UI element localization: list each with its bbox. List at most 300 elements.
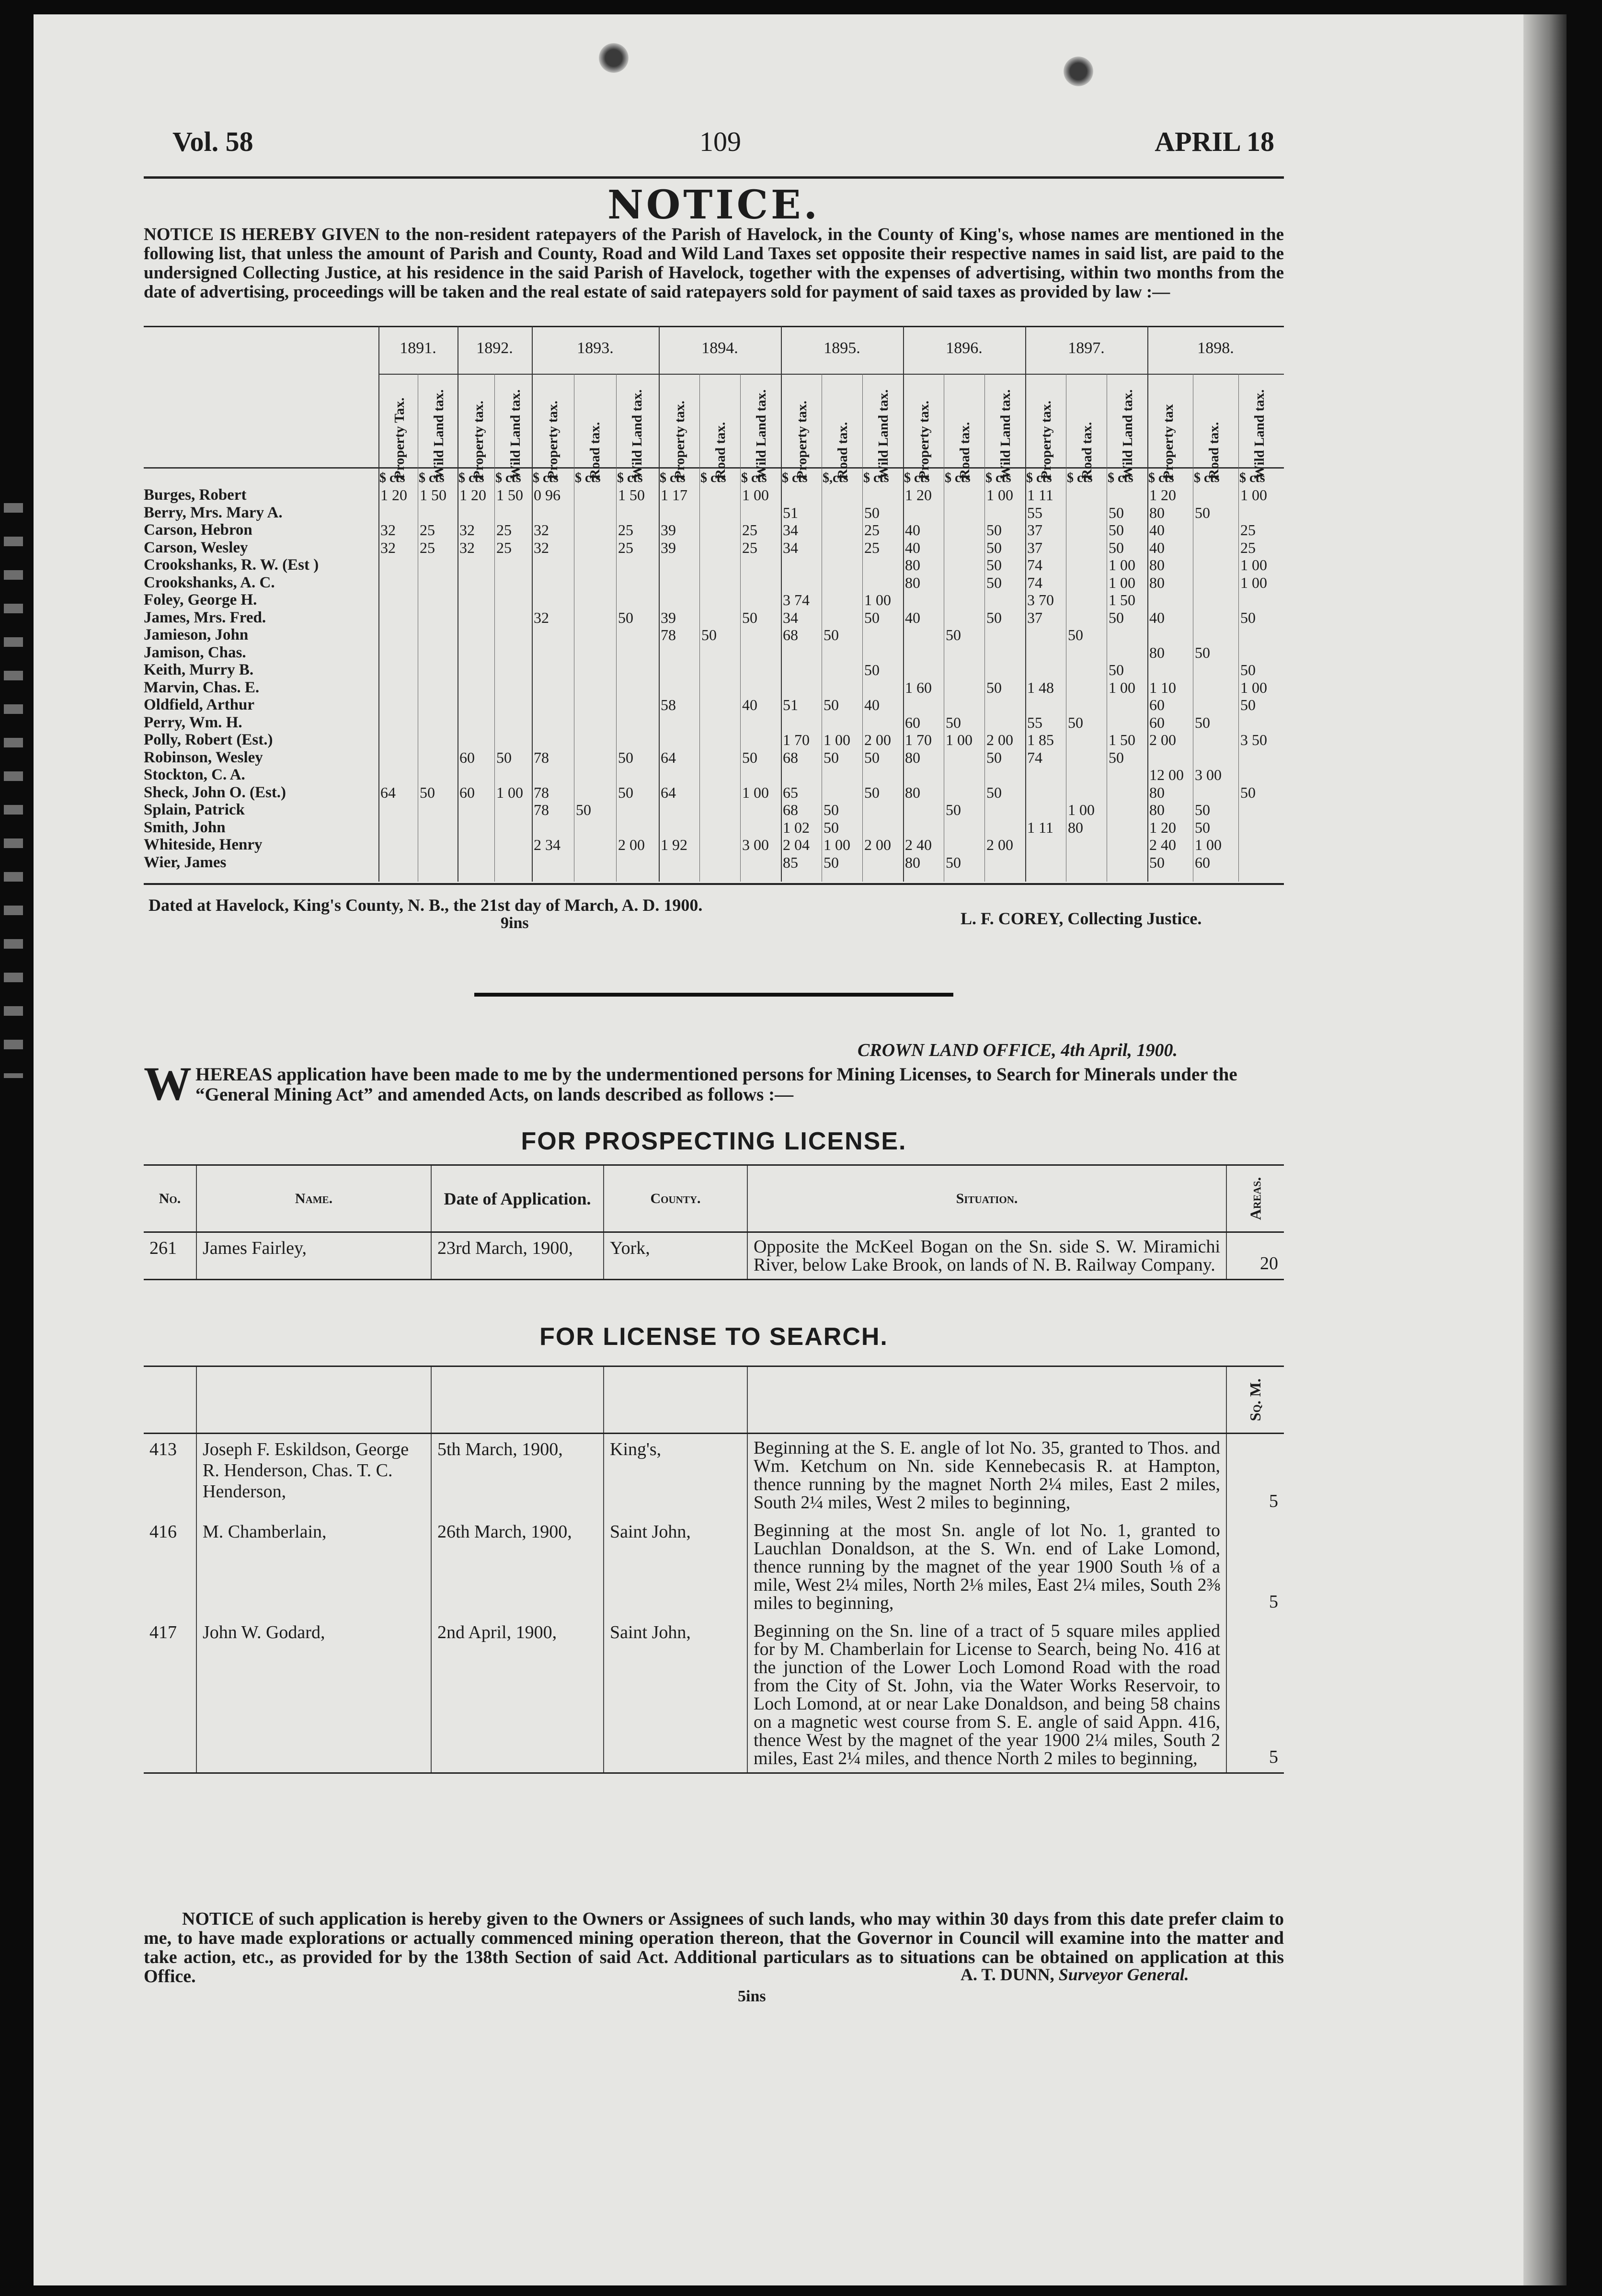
- tax-amount: 1 00: [496, 783, 523, 801]
- tax-amount: 64: [661, 783, 676, 801]
- tax-amount: 50: [1109, 521, 1124, 539]
- tax-amount: 80: [905, 556, 920, 574]
- application-date: 23rd March, 1900,: [431, 1232, 604, 1280]
- tax-amount: 25: [742, 521, 757, 539]
- search-title: FOR LICENSE TO SEARCH.: [539, 1323, 888, 1351]
- table-row: [144, 1617, 1284, 1773]
- tax-amount: 25: [496, 521, 512, 539]
- tax-amount: 39: [661, 521, 676, 539]
- unit-label: $ cts: [575, 471, 601, 485]
- ratepayer-name: Polly, Robert (Est.): [144, 731, 273, 748]
- signature-name: A. T. DUNN,: [961, 1965, 1054, 1984]
- tax-amount: 32: [459, 521, 475, 539]
- tax-amount: 50: [1195, 818, 1210, 836]
- unit-label: $ cts: [782, 471, 808, 485]
- tax-amount: 1 00: [1240, 574, 1267, 591]
- insertion-count: 9ins: [501, 914, 529, 932]
- tax-amount: 50: [864, 608, 880, 626]
- unit-label: $ cts: [700, 471, 726, 485]
- tax-amount: 25: [1240, 539, 1256, 556]
- tax-amount: 32: [380, 521, 396, 539]
- tax-amount: 51: [783, 504, 798, 521]
- tax-amount: 80: [1149, 801, 1165, 818]
- tax-amount: 50: [824, 748, 839, 766]
- ratepayer-name: Perry, Wm. H.: [144, 713, 242, 731]
- tax-amount: 37: [1027, 608, 1042, 626]
- column-head: [616, 383, 645, 479]
- tax-amount: 50: [1068, 626, 1083, 643]
- tax-amount: 40: [864, 696, 880, 713]
- application-date: 5th March, 1900,: [431, 1434, 604, 1517]
- tax-amount: 40: [905, 608, 920, 626]
- applicant-name: M. Chamberlain,: [196, 1516, 431, 1617]
- column-head-label: Property tax.: [794, 401, 810, 479]
- unit-label: $ cts: [533, 471, 559, 485]
- col-no: [144, 1366, 196, 1434]
- tax-amount: 1 50: [420, 486, 446, 504]
- col-county: County.: [604, 1165, 747, 1232]
- tax-amount: 50: [946, 801, 961, 818]
- tax-amount: 32: [534, 521, 549, 539]
- ratepayer-name: Burges, Robert: [144, 486, 247, 504]
- tax-amount: 55: [1027, 504, 1042, 521]
- tax-amount: 1 50: [496, 486, 523, 504]
- tax-amount: 50: [742, 608, 757, 626]
- ratepayer-name: Splain, Patrick: [144, 801, 245, 818]
- tax-amount: 50: [986, 539, 1002, 556]
- tax-amount: 74: [1027, 574, 1042, 591]
- tax-amount: 1 00: [1240, 678, 1267, 696]
- tax-amount: 37: [1027, 539, 1042, 556]
- application-date: 26th March, 1900,: [431, 1516, 604, 1617]
- tax-amount: 1 00: [824, 836, 850, 853]
- section-divider: [474, 993, 953, 997]
- tax-amount: 74: [1027, 748, 1042, 766]
- binder-hole: [599, 43, 629, 73]
- column-head-label: Road tax.: [713, 422, 728, 479]
- tax-amount: 2 00: [618, 836, 645, 853]
- column-head-label: Wild Land tax.: [1120, 389, 1135, 479]
- ratepayer-name: Robinson, Wesley: [144, 748, 263, 766]
- column-head: [984, 383, 1013, 479]
- tax-amount: 1 00: [742, 783, 769, 801]
- tax-amount: 1 00: [1109, 556, 1135, 574]
- tax-amount: 1 00: [986, 486, 1013, 504]
- tax-amount: 74: [1027, 556, 1042, 574]
- area: 5: [1226, 1516, 1284, 1617]
- col-sq-m: Sq. M.: [1226, 1366, 1284, 1434]
- tax-amount: 50: [1068, 713, 1083, 731]
- tax-amount: 64: [661, 748, 676, 766]
- dated-line: Dated at Havelock, King's County, N. B., the 21st day of March, A. D. 1900.: [149, 895, 703, 915]
- tax-amount: 1 20: [459, 486, 486, 504]
- column-head-label: Road tax.: [1206, 422, 1222, 479]
- tax-amount: 1 00: [824, 731, 850, 748]
- tax-amount: 1 70: [783, 731, 810, 748]
- column-head-label: Road tax.: [587, 422, 603, 479]
- unit-label: $ cts: [660, 471, 686, 485]
- tax-amount: 2 04: [783, 836, 810, 853]
- column-head: [822, 383, 850, 479]
- column-head-label: Wild Land tax.: [431, 389, 446, 479]
- table-row: [144, 1434, 1284, 1517]
- column-head-label: Road tax.: [1079, 422, 1095, 479]
- tax-amount: 34: [783, 521, 798, 539]
- unit-label: $ cts: [458, 471, 484, 485]
- column-head-label: Property tax.: [916, 401, 932, 479]
- license-no: 417: [144, 1617, 196, 1773]
- column-head: [378, 383, 407, 479]
- year-label: 1898.: [1197, 339, 1234, 357]
- notice-intro: NOTICE IS HEREBY GIVEN to the non-resident ratepayers of the Parish of Havelock, in the County of King's, whose names are mentioned in the following list, that unless the amount of Parish and County, Road and Wild Land Taxes set opposite their respective names in said list, are paid to the undersigned Collecting Justice, at his residence in the said Parish of Havelock, together with the expenses of advertising, within two months from the date of advertising, proceedings will be taken and the real estate of said ratepayers sold for payment of said taxes as provided by law :—: [144, 225, 1284, 302]
- tax-amount: 39: [661, 539, 676, 556]
- tax-amount: 1 11: [1027, 486, 1053, 504]
- tax-amount: 50: [1240, 696, 1256, 713]
- column-head: [781, 383, 810, 479]
- ratepayer-name: Foley, George H.: [144, 591, 257, 608]
- crown-land-office-line: CROWN LAND OFFICE, 4th April, 1900.: [858, 1040, 1178, 1060]
- tax-amount: 50: [824, 801, 839, 818]
- table-row: [144, 1232, 1284, 1280]
- tax-amount: 2 00: [864, 836, 891, 853]
- column-head-label: Property tax.: [672, 401, 687, 479]
- column-head: [458, 383, 486, 479]
- tax-amount: 50: [864, 748, 880, 766]
- tax-amount: 3 00: [1195, 766, 1222, 783]
- col-situation: Situation.: [747, 1165, 1226, 1232]
- unit-label: $ cts: [1026, 471, 1052, 485]
- ratepayer-name: James, Mrs. Fred.: [144, 608, 266, 626]
- tax-amount: 1 00: [742, 486, 769, 504]
- column-head-label: Wild Land tax.: [508, 389, 523, 479]
- tax-amount: 50: [1109, 539, 1124, 556]
- tax-amount: 25: [864, 539, 880, 556]
- tax-amount: 40: [905, 539, 920, 556]
- situation: Beginning at the most Sn. angle of lot No. 1, granted to Lauchlan Donaldson, at the S. Wn. end of Lake Lomond, thence running by the magnet of the year 1900 South ⅛ of a mile, West 2¼ miles, North 2⅛ miles, East 2¼ miles, South 2⅜ miles to beginning,: [747, 1516, 1226, 1617]
- tax-amount: 40: [905, 521, 920, 539]
- tax-amount: 2 40: [905, 836, 932, 853]
- column-head: [532, 383, 561, 479]
- tax-amount: 58: [661, 696, 676, 713]
- ratepayer-name: Oldfield, Arthur: [144, 696, 255, 713]
- column-head-label: Property tax: [1161, 404, 1176, 479]
- column-head: [1025, 383, 1054, 479]
- tax-amount: 50: [1195, 713, 1210, 731]
- tax-amount: 50: [864, 661, 880, 678]
- year-label: 1891.: [400, 339, 436, 357]
- ratepayer-name: Sheck, John O. (Est.): [144, 783, 286, 801]
- tax-amount: 50: [618, 783, 633, 801]
- tax-amount: 40: [1149, 521, 1165, 539]
- tax-amount: 50: [742, 748, 757, 766]
- ratepayer-name: Smith, John: [144, 818, 226, 836]
- tax-amount: 1 92: [661, 836, 687, 853]
- tax-amount: 2 00: [864, 731, 891, 748]
- whereas-paragraph: [144, 1057, 1284, 1110]
- tax-amount: 40: [1149, 608, 1165, 626]
- tax-amount: 12 00: [1149, 766, 1184, 783]
- ratepayer-name: Crookshanks, A. C.: [144, 574, 275, 591]
- tax-amount: 50: [986, 678, 1002, 696]
- tax-amount: 68: [783, 626, 798, 643]
- col-no: No.: [144, 1165, 196, 1232]
- tax-amount: 78: [661, 626, 676, 643]
- tax-amount: 34: [783, 608, 798, 626]
- column-head: [1066, 383, 1095, 479]
- tax-amount: 2 00: [986, 731, 1013, 748]
- county: York,: [604, 1232, 747, 1280]
- tax-amount: 32: [534, 539, 549, 556]
- col-name: [196, 1366, 431, 1434]
- ratepayer-name: Carson, Hebron: [144, 521, 252, 539]
- page-number: 109: [699, 126, 741, 157]
- tax-amount: 1 85: [1027, 731, 1054, 748]
- tax-amount: 80: [1149, 783, 1165, 801]
- county: King's,: [604, 1434, 747, 1517]
- search-table: [144, 1366, 1284, 1774]
- license-no: 416: [149, 1522, 177, 1542]
- tax-amount: 50: [864, 783, 880, 801]
- tax-amount: 50: [420, 783, 435, 801]
- binder-hole: [1064, 57, 1093, 86]
- tax-amount: 25: [742, 539, 757, 556]
- tax-amount: 50: [986, 521, 1002, 539]
- tax-amount: 2 34: [534, 836, 561, 853]
- tax-amount: 50: [824, 696, 839, 713]
- tax-amount: 50: [1240, 608, 1256, 626]
- column-head: [740, 383, 769, 479]
- tax-amount: 1 00: [1240, 556, 1267, 574]
- tax-amount: 2 00: [986, 836, 1013, 853]
- tax-amount: 50: [986, 574, 1002, 591]
- column-head: [1147, 383, 1176, 479]
- footer-notice: NOTICE of such application is hereby given to the Owners or Assignees of such lands, who may within 30 days from this date prefer claim to me, to have made explorations or actually commenced mining operation thereon, that the Governor in Council will examine into the matter and take action, etc., as provided for by the 138th Section of said Act. Additional particulars as to situations can be obtained on application at this Office.: [144, 1909, 1284, 1986]
- ratepayer-name: Keith, Murry B.: [144, 661, 254, 678]
- tax-amount: 1 50: [1109, 591, 1135, 608]
- application-date: 2nd April, 1900,: [431, 1617, 604, 1773]
- tax-amount: 50: [1149, 853, 1165, 871]
- tax-amount: 50: [1109, 504, 1124, 521]
- tax-amount: 34: [783, 539, 798, 556]
- tax-amount: 50: [618, 608, 633, 626]
- tax-amount: 32: [459, 539, 475, 556]
- header-rule: [144, 176, 1284, 179]
- insertion-count: 5ins: [738, 1987, 766, 2005]
- column-head: [903, 383, 932, 479]
- tax-amount: 80: [1068, 818, 1083, 836]
- tax-amount: 25: [420, 539, 435, 556]
- signature-title: Surveyor General.: [1058, 1965, 1189, 1984]
- tax-amount: 40: [1149, 539, 1165, 556]
- tax-amount: 1 00: [1109, 678, 1135, 696]
- tax-amount: 32: [380, 539, 396, 556]
- tax-amount: 1 00: [1240, 486, 1267, 504]
- tax-amount: 50: [1109, 661, 1124, 678]
- tax-amount: 3 74: [783, 591, 810, 608]
- tax-amount: 1 10: [1149, 678, 1176, 696]
- column-head: [862, 383, 891, 479]
- situation: Opposite the McKeel Bogan on the Sn. side S. W. Miramichi River, below Lake Brook, on lands of N. B. Railway Company.: [747, 1232, 1226, 1280]
- tax-amount: 37: [1027, 521, 1042, 539]
- col-county: [604, 1366, 747, 1434]
- year-label: 1894.: [701, 339, 738, 357]
- applicant-name: Joseph F. Eskildson, George R. Henderson, Chas. T. C. Henderson,: [196, 1434, 431, 1517]
- tax-amount: 1 17: [661, 486, 687, 504]
- unit-label: $ cts: [1148, 471, 1174, 485]
- tax-amount: 80: [1149, 574, 1165, 591]
- column-head-label: Road tax.: [835, 422, 850, 479]
- tax-amount: 1 00: [1068, 801, 1095, 818]
- tax-amount: 55: [1027, 713, 1042, 731]
- tax-amount: 25: [1240, 521, 1256, 539]
- tax-amount: 60: [1195, 853, 1210, 871]
- unit-label: $ cts: [741, 471, 767, 485]
- tax-amount: 60: [905, 713, 920, 731]
- column-head: [1193, 383, 1222, 479]
- tax-amount: 1 50: [1109, 731, 1135, 748]
- tax-amount: 68: [783, 748, 798, 766]
- year-label: 1896.: [946, 339, 983, 357]
- tax-amount: 3 00: [742, 836, 769, 853]
- column-head-label: Property tax.: [1039, 401, 1054, 479]
- tax-amount: 1 50: [618, 486, 645, 504]
- ratepayer-name: Berry, Mrs. Mary A.: [144, 504, 283, 521]
- tax-amount: 50: [1195, 801, 1210, 818]
- tax-amount: 1 00: [946, 731, 973, 748]
- tax-amount: 1 20: [380, 486, 407, 504]
- tax-amount: 50: [496, 748, 512, 766]
- tax-amount: 80: [1149, 643, 1165, 661]
- tax-amount: 1 48: [1027, 678, 1054, 696]
- tax-amount: 50: [1109, 608, 1124, 626]
- tax-amount: 40: [742, 696, 757, 713]
- column-head: [1107, 383, 1135, 479]
- tax-amount: 1 60: [905, 678, 932, 696]
- year-label: 1897.: [1068, 339, 1105, 357]
- binding-edge: [1523, 14, 1567, 2285]
- tax-amount: 1 00: [864, 591, 891, 608]
- applicant-name: John W. Godard,: [196, 1617, 431, 1773]
- column-head: [494, 383, 523, 479]
- column-head: [1238, 383, 1267, 479]
- unit-label: $ cts: [1194, 471, 1220, 485]
- column-head-label: Property tax.: [471, 401, 486, 479]
- applicant-name: James Fairley,: [196, 1232, 431, 1280]
- page-header: [172, 126, 1274, 169]
- column-head: [418, 383, 446, 479]
- column-head: [659, 383, 687, 479]
- tax-amount: 50: [946, 626, 961, 643]
- prospecting-title: FOR PROSPECTING LICENSE.: [521, 1127, 907, 1155]
- area: 5: [1226, 1617, 1284, 1773]
- ratepayer-name: Whiteside, Henry: [144, 836, 263, 853]
- ratepayer-name: Carson, Wesley: [144, 539, 248, 556]
- tax-amount: 3 70: [1027, 591, 1054, 608]
- tax-amount: 50: [1240, 661, 1256, 678]
- column-head-label: Property Tax.: [392, 397, 407, 479]
- tax-amount: 78: [534, 801, 549, 818]
- ratepayer-name: Stockton, C. A.: [144, 766, 245, 783]
- column-head-label: Property tax.: [545, 401, 561, 479]
- ratepayer-name: Wier, James: [144, 853, 227, 871]
- tax-amount: 32: [534, 608, 549, 626]
- tax-amount: 80: [1149, 556, 1165, 574]
- tax-amount: 68: [783, 801, 798, 818]
- column-head: [699, 383, 728, 479]
- table-row: [144, 1516, 1284, 1617]
- tax-amount: 64: [380, 783, 396, 801]
- unit-label: $ cts: [1239, 471, 1265, 485]
- license-no: 261: [144, 1232, 196, 1280]
- county: Saint John,: [604, 1516, 747, 1617]
- tax-table: [144, 326, 1284, 882]
- volume-label: Vol. 58: [172, 126, 253, 157]
- column-head-label: Wild Land tax.: [629, 389, 645, 479]
- tax-amount: 80: [1149, 504, 1165, 521]
- ratepayer-name: Crookshanks, R. W. (Est ): [144, 556, 319, 574]
- tax-amount: 50: [1240, 783, 1256, 801]
- unit-label: $ cts: [1108, 471, 1133, 485]
- unit-label: $ cts: [985, 471, 1011, 485]
- tax-amount: 85: [783, 853, 798, 871]
- situation: Beginning at the S. E. angle of lot No. 35, granted to Thos. and Wm. Ketchum on Nn. side Kennebecasis R. at Hampton, thence running by the magnet North 2¼ miles, East 2 miles, South 2¼ miles, West 2 miles to beginning,: [747, 1434, 1226, 1517]
- column-head-label: Road tax.: [957, 422, 973, 479]
- tax-amount: 78: [534, 783, 549, 801]
- col-name: Name.: [196, 1165, 431, 1232]
- tax-amount: 1 02: [783, 818, 810, 836]
- tax-amount: 50: [1109, 748, 1124, 766]
- unit-label: $ cts: [904, 471, 930, 485]
- tax-amount: 51: [783, 696, 798, 713]
- unit-label: $ cts: [945, 471, 971, 485]
- tax-amount: 50: [576, 801, 591, 818]
- tax-amount: 60: [459, 748, 475, 766]
- unit-label: $,cts: [823, 471, 848, 485]
- tax-amount: 60: [459, 783, 475, 801]
- tax-amount: 50: [701, 626, 717, 643]
- tax-amount: 1 20: [1149, 486, 1176, 504]
- tax-amount: 50: [946, 713, 961, 731]
- tax-amount: 65: [783, 783, 798, 801]
- tax-amount: 25: [618, 539, 633, 556]
- drop-cap: W: [144, 1057, 192, 1110]
- unit-label: $ cts: [495, 471, 521, 485]
- tax-amount: 50: [864, 504, 880, 521]
- tax-amount: 1 00: [1195, 836, 1222, 853]
- column-head: [574, 383, 603, 479]
- tax-amount: 3 50: [1240, 731, 1267, 748]
- area: 5: [1226, 1434, 1284, 1517]
- tax-amount: 25: [864, 521, 880, 539]
- tax-amount: 0 96: [534, 486, 561, 504]
- ratepayer-name: Jamieson, John: [144, 626, 249, 643]
- tax-amount: 25: [420, 521, 435, 539]
- tax-amount: 50: [824, 818, 839, 836]
- tax-amount: 1 20: [1149, 818, 1176, 836]
- tax-amount: 2 00: [1149, 731, 1176, 748]
- license-no: 413: [149, 1439, 177, 1459]
- ratepayer-name: Jamison, Chas.: [144, 643, 246, 661]
- margin-marks: [4, 503, 23, 1078]
- tax-amount: 50: [986, 556, 1002, 574]
- tax-amount: 2 40: [1149, 836, 1176, 853]
- tax-amount: 50: [946, 853, 961, 871]
- unit-label: $ cts: [1067, 471, 1093, 485]
- unit-label: $ cts: [617, 471, 643, 485]
- column-head-label: Wild Land tax.: [1252, 389, 1267, 479]
- year-label: 1893.: [577, 339, 614, 357]
- unit-label: $ cts: [379, 471, 405, 485]
